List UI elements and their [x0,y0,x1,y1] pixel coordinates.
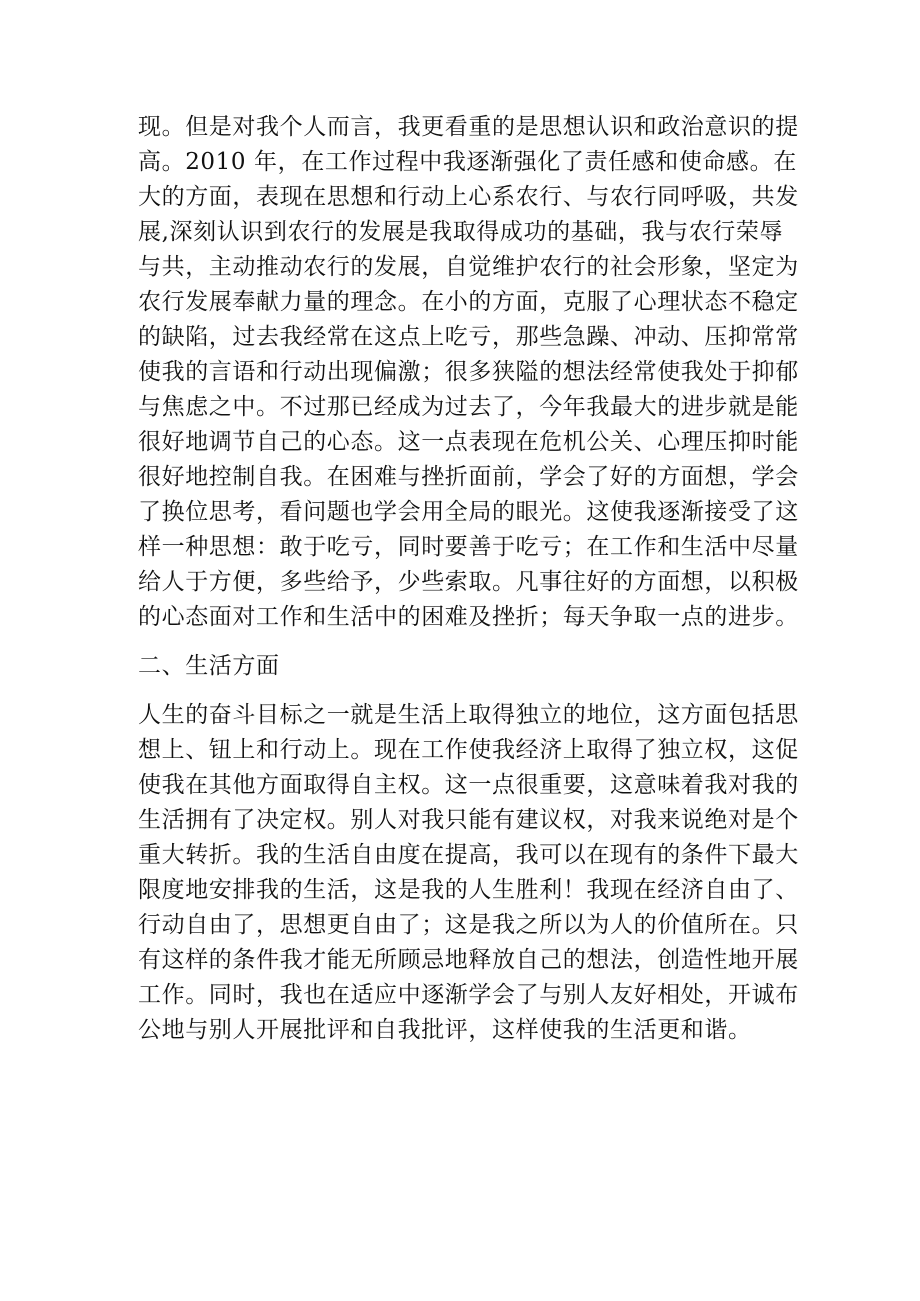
text-line: 的缺陷，过去我经常在这点上吃亏，那些急躁、冲动、压抑常常 [138,324,799,350]
text-line: 现。但是对我个人而言，我更看重的是思想认识和政治意识的提 [138,114,799,140]
text-line: 行动自由了，思想更自由了；这是我之所以为人的价值所在。只 [138,912,799,938]
text-line: 使我的言语和行动出现偏激；很多狭隘的想法经常使我处于抑郁 [138,359,799,385]
paragraph-life-independence [138,698,798,1048]
text-line: 与共，主动推动农行的发展，自觉维护农行的社会形象，坚定为 [138,254,799,280]
text-line: 想上、钮上和行动上。现在工作使我经济上取得了独立权，这促 [138,737,799,763]
paragraph-thought-awareness [138,110,798,635]
text-line: 样一种思想：敢于吃亏，同时要善于吃亏；在工作和生活中尽量 [138,534,799,560]
text-line: 与焦虑之中。不过那已经成为过去了，今年我最大的进步就是能 [138,394,799,420]
text-line: 限度地安排我的生活，这是我的人生胜利！我现在经济自由了、 [138,877,799,903]
text-line: 展,深刻认识到农行的发展是我取得成功的基础，我与农行荣辱 [138,219,784,245]
text-line: 了换位思考，看问题也学会用全局的眼光。这使我逐渐接受了这 [138,499,799,525]
text-line: 重大转折。我的生活自由度在提高，我可以在现有的条件下最大 [138,842,799,868]
text-line: 人生的奋斗目标之一就是生活上取得独立的地位，这方面包括思 [138,702,799,728]
section-heading-life: 二、生活方面 [138,653,280,679]
text-line: 生活拥有了决定权。别人对我只能有建议权，对我来说绝对是个 [138,807,799,833]
text-line: 高。2010 年，在工作过程中我逐渐强化了责任感和使命感。在 [138,149,797,175]
text-line: 公地与别人开展批评和自我批评，这样使我的生活更和谐。 [138,1017,752,1043]
text-line: 有这样的条件我才能无所顾忌地释放自己的想法，创造性地开展 [138,947,799,973]
text-line: 很好地控制自我。在困难与挫折面前，学会了好的方面想，学会 [138,464,799,490]
text-line: 大的方面，表现在思想和行动上心系农行、与农行同呼吸，共发 [138,184,799,210]
section-heading-block [138,649,798,684]
document-page [138,110,798,1048]
text-line: 的心态面对工作和生活中的困难及挫折；每天争取一点的进步。 [138,604,799,630]
text-line: 使我在其他方面取得自主权。这一点很重要，这意味着我对我的 [138,772,799,798]
text-line: 工作。同时，我也在适应中逐渐学会了与别人友好相处，开诚布 [138,982,799,1008]
text-line: 很好地调节自己的心态。这一点表现在危机公关、心理压抑时能 [138,429,799,455]
text-line: 给人于方便，多些给予，少些索取。凡事往好的方面想，以积极 [138,569,799,595]
text-line: 农行发展奉献力量的理念。在小的方面，克服了心理状态不稳定 [138,289,799,315]
